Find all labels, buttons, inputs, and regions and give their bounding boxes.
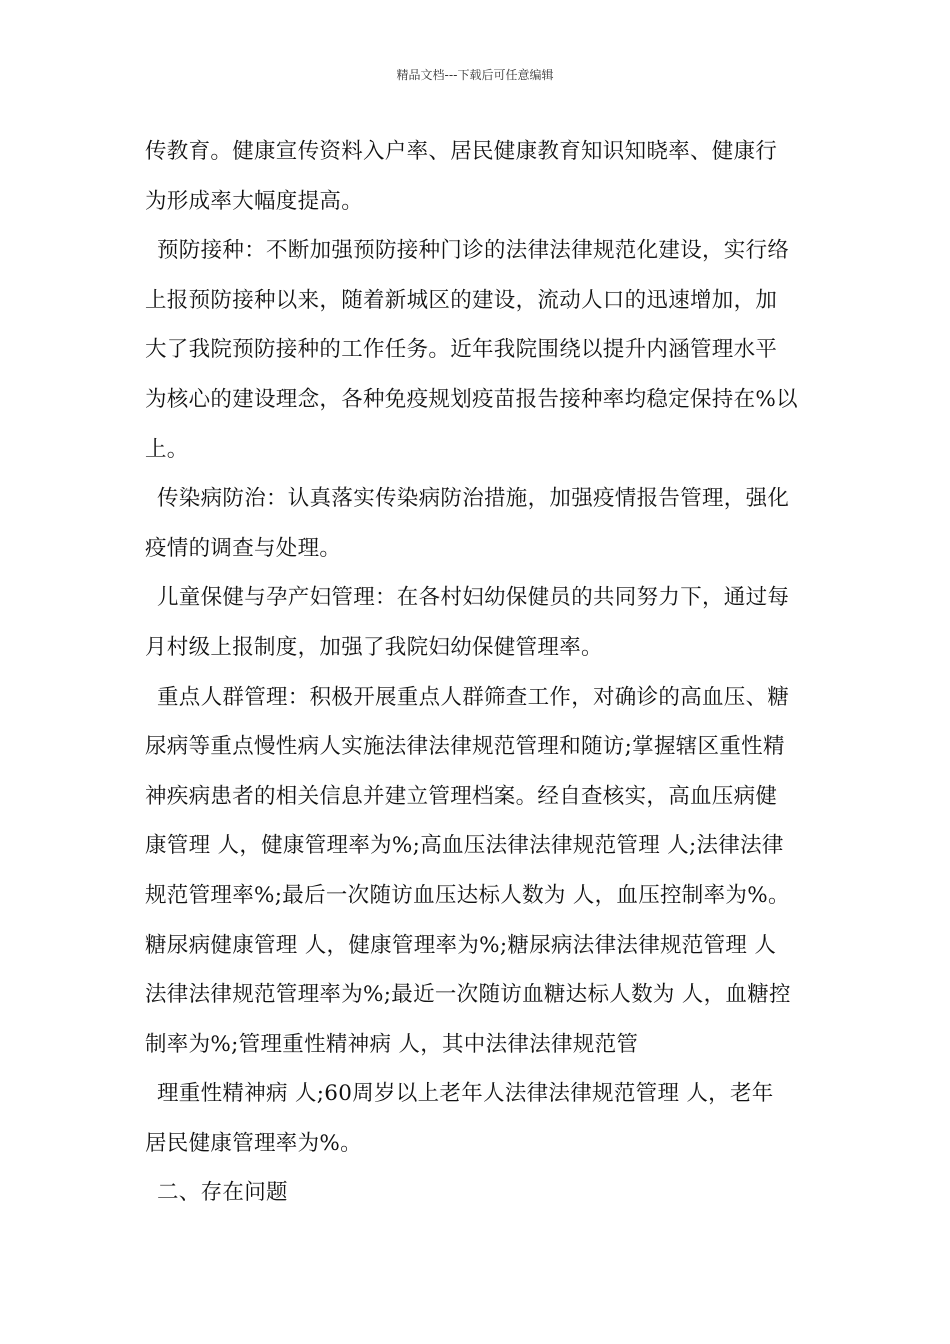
text-line: 理重性精神病 人;60周岁以上老年人法律法律规范管理 人，老年 xyxy=(157,1081,774,1107)
text-line: 法律法律规范管理率为%;最近一次随访血糖达标人数为 人，血糖控 xyxy=(145,982,791,1008)
text-line: 神疾病患者的相关信息并建立管理档案。经自查核实，高血压病健 xyxy=(145,783,778,809)
document-body xyxy=(145,134,810,1225)
text-line: 规范管理率%;最后一次随访血压达标人数为 人，血压控制率为%。 xyxy=(145,882,790,908)
text-line: 传教育。健康宣传资料入户率、居民健康教育知识知晓率、健康行 xyxy=(145,139,778,164)
text-line: 传染病防治：认真落实传染病防治措施，加强疫情报告管理，强化 xyxy=(157,486,790,512)
text-line: 预防接种：不断加强预防接种门诊的法律法律规范化建设，实行络 xyxy=(157,238,790,264)
text-line: 为核心的建设理念，各种免疫规划疫苗报告接种率均稳定保持在%以 xyxy=(145,386,798,412)
text-line: 糖尿病健康管理 人，健康管理率为%;糖尿病法律法律规范管理 人 xyxy=(145,932,777,958)
text-line: 重点人群管理：积极开展重点人群筛查工作，对确诊的高血压、糖 xyxy=(157,684,790,710)
text-line: 儿童保健与孕产妇管理：在各村妇幼保健员的共同努力下，通过每 xyxy=(157,585,790,611)
section-heading: 二、存在问题 xyxy=(157,1180,288,1206)
text-line: 月村级上报制度，加强了我院妇幼保健管理率。 xyxy=(145,634,603,660)
text-line: 康管理 人，健康管理率为%;高血压法律法律规范管理 人;法律法律 xyxy=(145,833,784,859)
text-line: 大了我院预防接种的工作任务。近年我院围绕以提升内涵管理水平 xyxy=(145,337,778,363)
text-line: 上报预防接种以来，随着新城区的建设，流动人口的迅速增加，加 xyxy=(145,287,778,313)
text-line: 疫情的调查与处理。 xyxy=(145,535,342,561)
text-line: 制率为%;管理重性精神病 人，其中法律法律规范管 xyxy=(145,1031,639,1057)
page-header: 精品文档---下载后可任意编辑 xyxy=(396,68,554,82)
text-line: 为形成率大幅度提高。 xyxy=(145,188,364,214)
text-line: 尿病等重点慢性病人实施法律法律规范管理和随访;掌握辖区重性精 xyxy=(145,734,785,760)
text-line: 居民健康管理率为%。 xyxy=(145,1130,362,1156)
text-line: 上。 xyxy=(145,436,189,462)
